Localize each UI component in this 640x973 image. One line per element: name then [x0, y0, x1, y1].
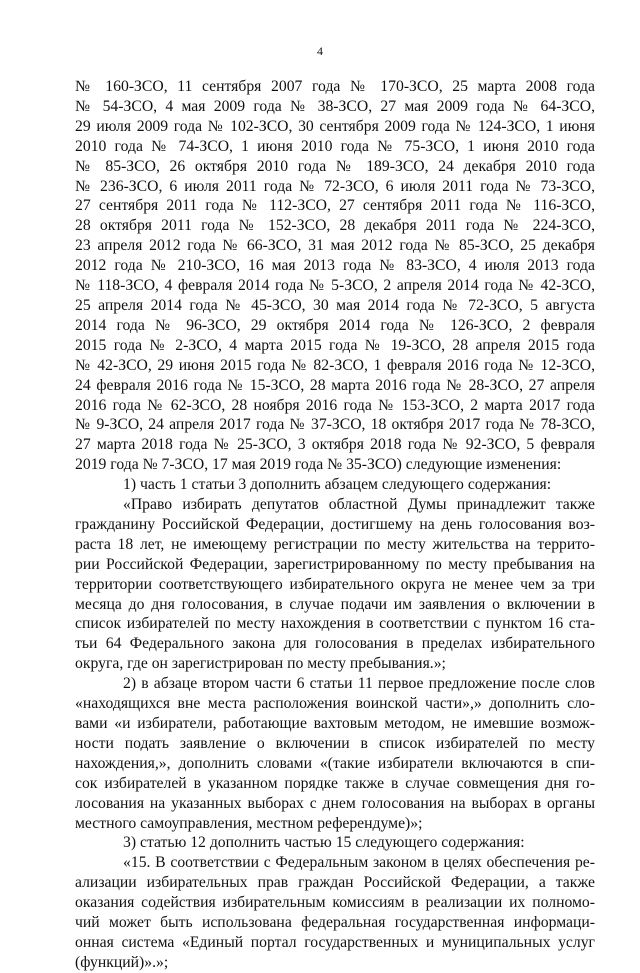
- text-line: 2014 года № 96-ЗСО, 29 октября 2014 года № 126-ЗСО, 2 февраля: [75, 316, 595, 334]
- text-line: нахождения,», дополнить словами «(такие избиратели включаются в спи-: [75, 754, 595, 772]
- text-line: 25 апреля 2014 года № 45-ЗСО, 30 мая 2014 года № 72-ЗСО, 5 августа: [75, 296, 595, 314]
- text-line: 2019 года № 7-ЗСО, 17 мая 2019 года № 35-ЗСО) следующие изменения:: [75, 456, 562, 474]
- text-line: 27 сентября 2011 года № 112-ЗСО, 27 сентября 2011 года № 116-ЗСО,: [75, 197, 595, 215]
- text-line: «15. В соответствии с Федеральным законом в целях обеспечения ре-: [123, 854, 595, 872]
- text-line: № 236-ЗСО, 6 июля 2011 года № 72-ЗСО, 6 июля 2011 года № 73-ЗСО,: [75, 177, 595, 195]
- text-line: «Право избирать депутатов областной Думы принадлежит также: [123, 496, 595, 514]
- text-line: раста 18 лет, не имеющему регистрации по месту жительства на террито-: [75, 535, 595, 553]
- text-line: местного самоуправления, местном референдуме)»;: [75, 814, 423, 832]
- text-line: 3) статью 12 дополнить частью 15 следующего содержания:: [123, 834, 525, 852]
- text-line: лосования на указанных выборах с днем голосования на выборах в органы: [75, 794, 595, 812]
- text-line: гражданину Российской Федерации, достигшему на день голосования воз-: [75, 515, 595, 533]
- text-line: территории соответствующего избирательного округа не менее чем за три: [75, 575, 595, 593]
- text-line: тьи 64 Федерального закона для голосования в пределах избирательного: [75, 635, 595, 653]
- text-line: 23 апреля 2012 года № 66-ЗСО, 31 мая 2012 года № 85-ЗСО, 25 декабря: [75, 237, 595, 255]
- text-line: 2) в абзаце втором части 6 статьи 11 первое предложение после слов: [123, 675, 595, 693]
- text-line: 2015 года № 2-ЗСО, 4 марта 2015 года № 19-ЗСО, 28 апреля 2015 года: [75, 336, 595, 354]
- text-line: месяца до дня голосования, в случае подачи им заявления о включении в: [75, 595, 595, 613]
- text-line: список избирателей по месту нахождения в соответствии с пунктом 16 ста-: [75, 615, 595, 633]
- text-line: (функций)».»;: [75, 953, 169, 971]
- text-line: 2012 года № 210-ЗСО, 16 мая 2013 года № 83-ЗСО, 4 июля 2013 года: [75, 257, 595, 275]
- text-line: № 9-ЗСО, 24 апреля 2017 года № 37-ЗСО, 18 октября 2017 года № 78-ЗСО,: [75, 416, 595, 434]
- text-line: 24 февраля 2016 года № 15-ЗСО, 28 марта 2016 года № 28-ЗСО, 27 апреля: [75, 376, 595, 394]
- text-line: 2016 года № 62-ЗСО, 28 ноября 2016 года № 153-ЗСО, 2 марта 2017 года: [75, 396, 595, 414]
- text-line: рии Российской Федерации, зарегистрированному по месту пребывания на: [75, 555, 595, 573]
- text-line: онная система «Единый портал государственных и муниципальных услуг: [75, 933, 595, 951]
- text-line: «находящихся вне места расположения воинской части»,» дополнить сло-: [75, 695, 595, 713]
- text-line: ализации избирательных прав граждан Российской Федерации, а также: [75, 874, 595, 892]
- text-line: сок избирателей в указанном порядке также в случае совмещения дня го-: [75, 774, 595, 792]
- text-line: № 42-ЗСО, 29 июня 2015 года № 82-ЗСО, 1 февраля 2016 года № 12-ЗСО,: [75, 356, 595, 374]
- text-line: № 54-ЗСО, 4 мая 2009 года № 38-ЗСО, 27 мая 2009 года № 64-ЗСО,: [75, 97, 595, 115]
- text-line: № 118-ЗСО, 4 февраля 2014 года № 5-ЗСО, 2 апреля 2014 года № 42-ЗСО,: [75, 277, 595, 295]
- text-line: вами «и избиратели, работающие вахтовым методом, не имевшие возмож-: [75, 715, 595, 732]
- text-line: чий может быть использована федеральная государственная информаци-: [75, 914, 595, 932]
- text-line: 1) часть 1 статьи 3 дополнить абзацем следующего содержания:: [123, 476, 552, 494]
- text-line: ности подать заявление о включении в список избирателей по месту: [75, 734, 595, 752]
- text-line: 2010 года № 74-ЗСО, 1 июня 2010 года № 75-ЗСО, 1 июня 2010 года: [75, 137, 595, 155]
- text-line: № 85-ЗСО, 26 октября 2010 года № 189-ЗСО, 24 декабря 2010 года: [75, 157, 595, 175]
- page-number: 4: [317, 44, 323, 58]
- body-text: [75, 77, 595, 973]
- text-line: оказания содействия избирательным комиссиям в реализации их полномо-: [75, 894, 595, 912]
- text-line: 28 октября 2011 года № 152-ЗСО, 28 декабря 2011 года № 224-ЗСО,: [75, 217, 595, 235]
- text-line: № 160-ЗСО, 11 сентября 2007 года № 170-ЗСО, 25 марта 2008 года: [75, 78, 595, 95]
- text-line: 27 марта 2018 года № 25-ЗСО, 3 октября 2018 года № 92-ЗСО, 5 февраля: [75, 436, 595, 454]
- text-line: 29 июля 2009 года № 102-ЗСО, 30 сентября 2009 года № 124-ЗСО, 1 июня: [75, 117, 595, 135]
- text-line: округа, где он зарегистрирован по месту пребывания.»;: [75, 655, 446, 673]
